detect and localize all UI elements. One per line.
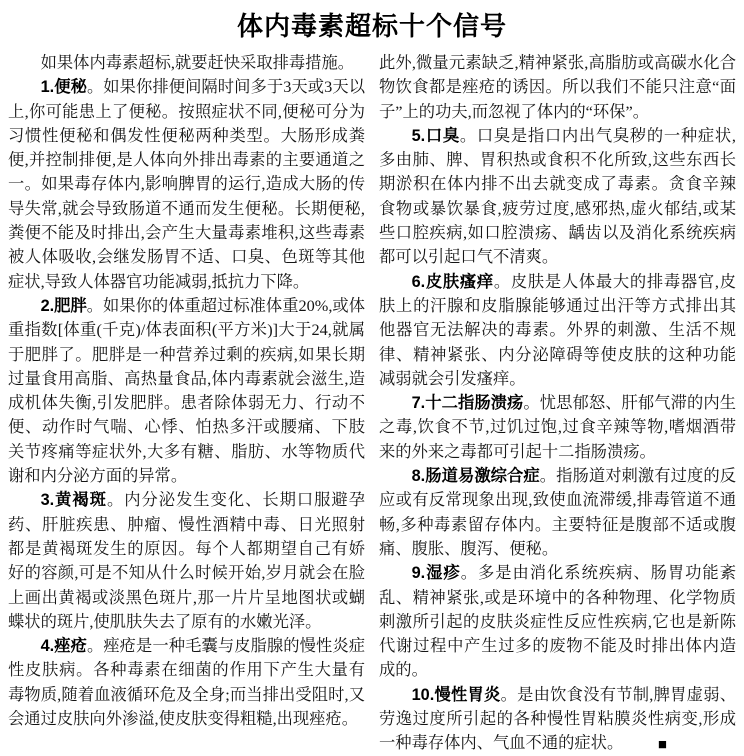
section-heading: 4.痤疮 (40, 637, 87, 656)
article-columns (8, 51, 736, 756)
section-3-chloasma (8, 488, 365, 634)
section-5-bad-breath (379, 124, 736, 270)
paragraph-text: 如果体内毒素超标,就要赶快采取排毒措施。 (40, 53, 355, 72)
section-text: 。指肠道对刺激有过度的反应或有反常现象出现,致使血流滞缓,排毒管道不通畅,多种毒素留存体内。主要特征是腹部不适或腹痛、腹胀、腹泻、便秘。 (379, 466, 736, 558)
section-7-duodenal-ulcer (379, 391, 736, 464)
end-of-article-mark-icon: ■ (657, 737, 667, 754)
section-text: 。是由饮食没有节制,脾胃虚弱、劳逸过度所引起的各种慢性胃粘膜炎性病变,形成一种毒存体内、气血不通的症状。 (379, 684, 736, 753)
section-heading: 6.皮肤瘙痒 (411, 272, 494, 291)
section-4-acne-continued (379, 51, 736, 124)
section-9-eczema (379, 561, 736, 682)
section-text: 。口臭是指口内出气臭秽的一种症状,多由肺、脾、胃积热或食积不化所致,这些东西长期淤积在体内排不出去就变成了毒素。贪食辛辣食物或暴饮暴食,疲劳过度,感邪热,虚火郁结,或某些口腔疾病,如口腔溃疡、龋齿以及消化系统疾病都可以引起口气不清爽。 (379, 125, 736, 267)
intro-paragraph (8, 51, 365, 75)
left-column (8, 51, 365, 756)
section-text: 。如果你的体重超过标准体重20%,或体重指数[体重(千克)/体表面积(平方米)]大于24,就属于肥胖了。肥胖是一种营养过剩的疾病,如果长期过量食用高脂、高热量食品,体内毒素就会滋生,造成机体失衡,引发肥胖。患者除体弱无力、行动不便、动作时气喘、心悸、怕热多汗或腰痛、下肢关节疼痛等症状外,大多有糖、脂肪、水等物质代谢和内分泌方面的异常。 (8, 295, 365, 486)
section-text: 。皮肤是人体最大的排毒器官,皮肤上的汗腺和皮脂腺能够通过出汗等方式排出其他器官无法解决的毒素。外界的刺激、生活不规律、精神紧张、内分泌障碍等使皮肤的这种功能减弱就会引发瘙痒。 (379, 271, 736, 388)
section-heading: 9.湿疹 (411, 564, 461, 583)
page-title: 体内毒素超标十个信号 (236, 11, 507, 41)
section-2-obesity (8, 294, 365, 488)
section-4-acne (8, 634, 365, 731)
right-column (379, 51, 736, 756)
section-heading: 5.口臭 (411, 126, 460, 145)
section-text: 。如果你排便间隔时间多于3天或3天以上,你可能患上了便秘。按照症状不同,便秘可分为习惯性便秘和偶发性便秘两种类型。大肠形成粪便,并控制排便,是人体向外排出毒素的主要通道之一。如果毒存体内,影响脾胃的运行,造成大肠的传导失常,就会导致肠道不通而发生便秘。长期便秘,粪便不能及时排出,会产生大量毒素堆积,这些毒素被人体吸收,会继发肠胃不适、口臭、色斑等其他症状,导致人体器官功能减弱,抵抗力下降。 (8, 77, 365, 291)
section-text: 。痤疮是一种毛囊与皮脂腺的慢性炎症性皮肤病。各种毒素在细菌的作用下产生大量有毒物质,随着血液循环危及全身;而当排出受阻时,又会通过皮肤向外渗溢,使皮肤变得粗糙,出现痤疮。 (8, 636, 365, 729)
section-heading: 10.慢性胃炎 (411, 685, 501, 704)
section-1-constipation (8, 75, 365, 294)
section-text: 。忧思郁怒、肝郁气滞的内生之毒,饮食不节,过饥过饱,过食辛辣等物,嗜烟酒带来的外来之毒都可引起十二指肠溃疡。 (379, 393, 736, 461)
section-heading: 1.便秘 (40, 78, 87, 97)
section-6-skin-itching (379, 270, 736, 391)
section-10-chronic-gastritis (379, 683, 736, 756)
section-heading: 2.肥胖 (40, 296, 87, 315)
paragraph-text: 此外,微量元素缺乏,精神紧张,高脂肪或高碳水化合物饮食都是痤疮的诱因。所以我们不能只注意“面子”上的功夫,而忽视了体内的“环保”。 (379, 53, 736, 121)
section-heading: 7.十二指肠溃疡 (411, 394, 524, 413)
section-8-irritable-bowel (379, 464, 736, 561)
section-text: 。内分泌发生变化、长期口服避孕药、肝脏疾患、肿瘤、慢性酒精中毒、日光照射都是黄褐斑发生的原因。每个人都期望自己有娇好的容颜,可是不知从什么时候开始,岁月就会在脸上画出黄褐或淡黑色斑片,那一片片呈地图状或蝴蝶状的斑片,使肌肤失去了原有的水嫩光泽。 (8, 490, 365, 631)
section-text: 。多是由消化系统疾病、肠胃功能紊乱、精神紧张,或是环境中的各种物理、化学物质刺激所引起的皮肤炎症性反应性疾病,它也是新陈代谢过程中产生过多的废物不能及时排出体内造成的。 (379, 563, 736, 680)
section-heading: 8.肠道易激综合症 (411, 467, 540, 486)
section-heading: 3.黄褐斑 (40, 491, 107, 510)
